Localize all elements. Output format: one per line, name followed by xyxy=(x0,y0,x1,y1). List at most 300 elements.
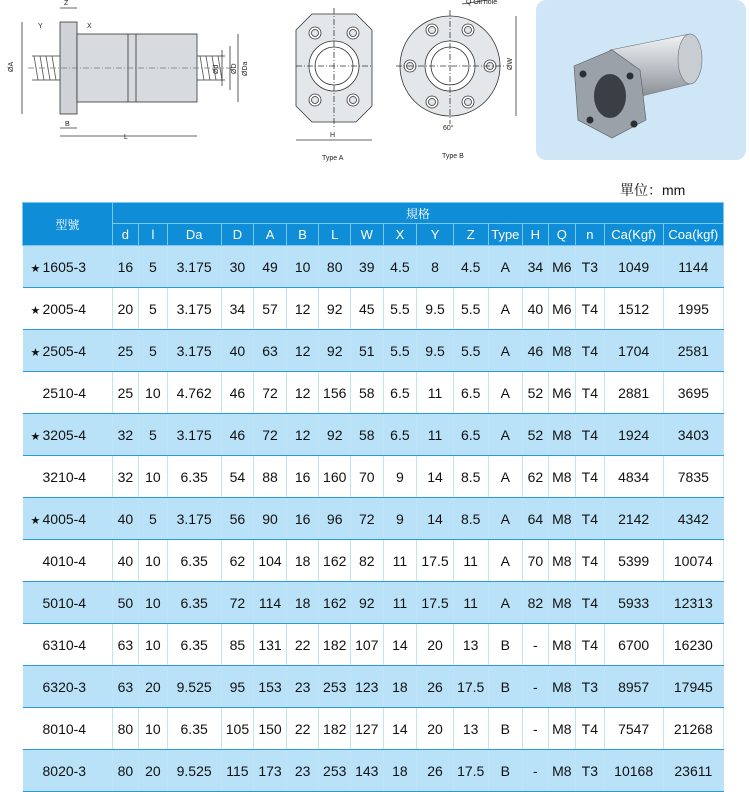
table-cell: 72 xyxy=(254,372,287,414)
table-cell: A xyxy=(488,456,523,498)
table-cell: 88 xyxy=(254,456,287,498)
table-cell: 92 xyxy=(319,330,351,372)
table-cell: M8 xyxy=(548,750,576,792)
table-cell: 40 xyxy=(112,498,138,540)
model-number: 3205-4 xyxy=(42,426,87,443)
table-cell: M8 xyxy=(548,414,576,456)
dim-label-x: X xyxy=(87,23,92,30)
model-number: 4005-4 xyxy=(42,510,87,527)
table-cell: T3 xyxy=(576,246,605,288)
table-cell: 10074 xyxy=(663,540,723,582)
table-cell: 13 xyxy=(453,624,488,666)
column-header: Type xyxy=(488,224,523,246)
table-cell: T4 xyxy=(576,540,605,582)
technical-drawing xyxy=(0,0,750,175)
table-cell: 17.5 xyxy=(453,666,488,708)
table-cell: 51 xyxy=(351,330,384,372)
column-header: W xyxy=(351,224,384,246)
table-cell: 90 xyxy=(254,498,287,540)
type-b-flange xyxy=(396,0,516,124)
table-cell: T4 xyxy=(576,414,605,456)
model-number: 4010-4 xyxy=(42,552,87,569)
table-cell: 23 xyxy=(286,666,319,708)
table-cell: T3 xyxy=(576,750,605,792)
table-cell: 2881 xyxy=(604,372,663,414)
table-cell: 12 xyxy=(286,288,319,330)
table-cell: 16230 xyxy=(663,624,723,666)
model-cell xyxy=(23,246,113,288)
table-row xyxy=(23,498,724,540)
table-cell: 80 xyxy=(319,246,351,288)
table-cell: A xyxy=(488,372,523,414)
unit-label: 單位：mm xyxy=(620,182,686,198)
table-cell: 5 xyxy=(139,414,168,456)
table-cell: A xyxy=(488,330,523,372)
table-cell: 105 xyxy=(221,708,254,750)
table-cell: 25 xyxy=(112,372,138,414)
table-cell: 5.5 xyxy=(383,288,417,330)
table-cell: 5.5 xyxy=(453,330,488,372)
table-cell: 153 xyxy=(254,666,287,708)
table-cell: 10 xyxy=(286,246,319,288)
table-row xyxy=(23,750,724,792)
column-header: Ca(Kgf) xyxy=(604,224,663,246)
table-cell: 46 xyxy=(221,414,254,456)
dim-label-angle: 60° xyxy=(443,125,454,132)
table-cell: 49 xyxy=(254,246,287,288)
table-cell: 45 xyxy=(351,288,384,330)
model-cell xyxy=(23,498,113,540)
table-cell: - xyxy=(523,750,548,792)
dim-label-da: ØDa xyxy=(242,61,249,76)
table-cell: 20 xyxy=(112,288,138,330)
model-cell xyxy=(23,540,113,582)
dim-label-d: Ød xyxy=(213,64,220,74)
table-cell: 40 xyxy=(221,330,254,372)
column-header: A xyxy=(254,224,287,246)
table-cell: 12 xyxy=(286,330,319,372)
table-cell: 17.5 xyxy=(417,582,454,624)
table-cell: 114 xyxy=(254,582,287,624)
table-cell: B xyxy=(488,624,523,666)
table-cell: 7835 xyxy=(663,456,723,498)
table-cell: M6 xyxy=(548,372,576,414)
table-cell: M8 xyxy=(548,708,576,750)
spec-header: 規格 xyxy=(112,203,723,224)
table-cell: 62 xyxy=(523,456,548,498)
table-cell: M8 xyxy=(548,330,576,372)
model-number: 8010-4 xyxy=(42,720,87,737)
model-number: 2005-4 xyxy=(42,300,87,317)
table-cell: 8 xyxy=(417,246,454,288)
table-cell: 131 xyxy=(254,624,287,666)
table-cell: 9.5 xyxy=(417,288,454,330)
table-cell: 70 xyxy=(351,456,384,498)
column-header: l xyxy=(139,224,168,246)
table-cell: 2142 xyxy=(604,498,663,540)
table-cell: 104 xyxy=(254,540,287,582)
table-cell: 3.175 xyxy=(167,288,221,330)
table-cell: 9.525 xyxy=(167,750,221,792)
table-cell: 11 xyxy=(417,414,454,456)
table-cell: 20 xyxy=(139,750,168,792)
column-header: H xyxy=(523,224,548,246)
column-header: n xyxy=(576,224,605,246)
table-body xyxy=(23,246,724,792)
table-cell: A xyxy=(488,246,523,288)
dim-label-h: H xyxy=(330,132,336,139)
table-row xyxy=(23,246,724,288)
table-cell: 82 xyxy=(523,582,548,624)
table-cell: 10 xyxy=(139,372,168,414)
table-cell: 11 xyxy=(453,582,488,624)
table-cell: 1512 xyxy=(604,288,663,330)
table-cell: T4 xyxy=(576,372,605,414)
table-cell: 5.5 xyxy=(383,330,417,372)
table-cell: 21268 xyxy=(663,708,723,750)
table-cell: 173 xyxy=(254,750,287,792)
table-cell: 10 xyxy=(139,708,168,750)
table-cell: 253 xyxy=(319,750,351,792)
table-cell: 107 xyxy=(351,624,384,666)
table-cell: 2581 xyxy=(663,330,723,372)
table-cell: 72 xyxy=(254,414,287,456)
table-cell: 3695 xyxy=(663,372,723,414)
table-cell: 12313 xyxy=(663,582,723,624)
table-cell: T4 xyxy=(576,288,605,330)
star-icon: ★ xyxy=(30,262,41,275)
dim-label-q: Q Oil hole xyxy=(466,0,498,6)
table-cell: B xyxy=(488,708,523,750)
table-cell: 127 xyxy=(351,708,384,750)
table-cell: 3.175 xyxy=(167,414,221,456)
table-cell: 5 xyxy=(139,330,168,372)
table-cell: 160 xyxy=(319,456,351,498)
table-cell: 11 xyxy=(383,540,417,582)
table-cell: 40 xyxy=(523,288,548,330)
model-cell xyxy=(23,750,113,792)
table-cell: 150 xyxy=(254,708,287,750)
dim-label-y: Y xyxy=(38,23,43,30)
model-cell xyxy=(23,666,113,708)
table-cell: 4.762 xyxy=(167,372,221,414)
table-cell: - xyxy=(523,624,548,666)
model-cell xyxy=(23,288,113,330)
table-cell: 17.5 xyxy=(417,540,454,582)
table-cell: 26 xyxy=(417,750,454,792)
table-row xyxy=(23,540,724,582)
table-cell: 162 xyxy=(319,582,351,624)
table-cell: M8 xyxy=(548,624,576,666)
table-cell: 5 xyxy=(139,246,168,288)
table-cell: 57 xyxy=(254,288,287,330)
table-cell: 82 xyxy=(351,540,384,582)
column-header: D xyxy=(221,224,254,246)
table-cell: 5399 xyxy=(604,540,663,582)
table-cell: 20 xyxy=(417,624,454,666)
star-icon: ★ xyxy=(30,430,41,443)
model-number: 3210-4 xyxy=(42,468,87,485)
table-cell: T4 xyxy=(576,582,605,624)
table-cell: 34 xyxy=(523,246,548,288)
column-header: X xyxy=(383,224,417,246)
table-cell: 96 xyxy=(319,498,351,540)
column-header: Coa(kgf) xyxy=(663,224,723,246)
table-cell: 64 xyxy=(523,498,548,540)
table-cell: 14 xyxy=(417,498,454,540)
table-cell: 70 xyxy=(523,540,548,582)
table-cell: 26 xyxy=(417,666,454,708)
column-header: L xyxy=(319,224,351,246)
table-cell: 18 xyxy=(383,666,417,708)
table-row xyxy=(23,372,724,414)
table-cell: A xyxy=(488,540,523,582)
table-cell: 62 xyxy=(221,540,254,582)
table-cell: 5 xyxy=(139,288,168,330)
table-cell: 17.5 xyxy=(453,750,488,792)
table-cell: 16 xyxy=(286,456,319,498)
table-cell: 17945 xyxy=(663,666,723,708)
table-cell: 7547 xyxy=(604,708,663,750)
table-cell: 143 xyxy=(351,750,384,792)
table-cell: M6 xyxy=(548,288,576,330)
table-cell: 11 xyxy=(417,372,454,414)
side-view xyxy=(22,8,238,136)
table-cell: 1704 xyxy=(604,330,663,372)
table-cell: 25 xyxy=(112,330,138,372)
table-cell: 20 xyxy=(139,666,168,708)
table-cell: T4 xyxy=(576,624,605,666)
table-cell: 22 xyxy=(286,624,319,666)
model-cell xyxy=(23,414,113,456)
table-cell: 9.5 xyxy=(417,330,454,372)
table-cell: 253 xyxy=(319,666,351,708)
table-cell: 6.35 xyxy=(167,582,221,624)
type-a-flange xyxy=(296,8,372,140)
table-cell: M6 xyxy=(548,246,576,288)
table-cell: 162 xyxy=(319,540,351,582)
model-cell xyxy=(23,330,113,372)
table-row xyxy=(23,288,724,330)
model-number: 6320-3 xyxy=(42,678,87,695)
table-cell: 80 xyxy=(112,708,138,750)
table-cell: 6.35 xyxy=(167,456,221,498)
column-header: Da xyxy=(167,224,221,246)
table-cell: 182 xyxy=(319,624,351,666)
table-cell: 6.5 xyxy=(383,372,417,414)
table-cell: 32 xyxy=(112,414,138,456)
table-cell: 18 xyxy=(286,582,319,624)
table-cell: 23611 xyxy=(663,750,723,792)
table-cell: 80 xyxy=(112,750,138,792)
table-cell: 14 xyxy=(383,708,417,750)
model-cell xyxy=(23,582,113,624)
table-cell: 156 xyxy=(319,372,351,414)
model-number: 1605-3 xyxy=(42,258,87,275)
table-cell: 72 xyxy=(221,582,254,624)
column-header: Q xyxy=(548,224,576,246)
table-cell: 14 xyxy=(383,624,417,666)
table-cell: T4 xyxy=(576,498,605,540)
dim-label-d2: ØD xyxy=(231,63,238,74)
table-cell: 40 xyxy=(112,540,138,582)
table-cell: 10168 xyxy=(604,750,663,792)
table-cell: 115 xyxy=(221,750,254,792)
column-header: d xyxy=(112,224,138,246)
table-cell: 6.35 xyxy=(167,708,221,750)
table-cell: 92 xyxy=(351,582,384,624)
table-cell: 46 xyxy=(523,330,548,372)
table-cell: 1995 xyxy=(663,288,723,330)
table-cell: M8 xyxy=(548,666,576,708)
dim-label-z: Z xyxy=(64,0,69,7)
table-cell: 8.5 xyxy=(453,498,488,540)
model-cell xyxy=(23,456,113,498)
table-cell: 3.175 xyxy=(167,498,221,540)
column-header: Y xyxy=(417,224,454,246)
dim-label-a: ØA xyxy=(8,61,15,72)
table-cell: 39 xyxy=(351,246,384,288)
table-cell: M8 xyxy=(548,582,576,624)
table-cell: 9 xyxy=(383,498,417,540)
model-number: 6310-4 xyxy=(42,636,87,653)
table-cell: 6700 xyxy=(604,624,663,666)
dim-label-l: L xyxy=(124,134,128,141)
table-cell: - xyxy=(523,666,548,708)
table-cell: 4342 xyxy=(663,498,723,540)
table-cell: T4 xyxy=(576,330,605,372)
table-cell: 63 xyxy=(112,624,138,666)
type-a-caption: Type A xyxy=(322,155,344,162)
table-row xyxy=(23,414,724,456)
model-number: 8020-3 xyxy=(42,762,87,779)
table-cell: 5.5 xyxy=(453,288,488,330)
dim-label-w: ØW xyxy=(507,57,514,70)
dim-label-b: B xyxy=(65,121,70,128)
table-cell: 11 xyxy=(453,540,488,582)
table-cell: 3403 xyxy=(663,414,723,456)
table-cell: A xyxy=(488,582,523,624)
table-cell: 3.175 xyxy=(167,330,221,372)
table-cell: 92 xyxy=(319,288,351,330)
table-cell: M8 xyxy=(548,498,576,540)
table-cell: 8957 xyxy=(604,666,663,708)
table-cell: 46 xyxy=(221,372,254,414)
table-cell: 22 xyxy=(286,708,319,750)
table-row xyxy=(23,624,724,666)
table-cell: T3 xyxy=(576,666,605,708)
table-cell: 1144 xyxy=(663,246,723,288)
table-cell: 32 xyxy=(112,456,138,498)
table-cell: 4.5 xyxy=(453,246,488,288)
table-cell: 6.35 xyxy=(167,624,221,666)
table-cell: 10 xyxy=(139,582,168,624)
column-header-row xyxy=(23,224,724,246)
table-cell: 4834 xyxy=(604,456,663,498)
table-cell: 123 xyxy=(351,666,384,708)
table-cell: 63 xyxy=(112,666,138,708)
table-cell: 182 xyxy=(319,708,351,750)
spec-table xyxy=(22,202,724,792)
table-cell: 85 xyxy=(221,624,254,666)
table-cell: B xyxy=(488,666,523,708)
model-header: 型號 xyxy=(23,203,113,246)
table-cell: 18 xyxy=(286,540,319,582)
product-photo xyxy=(536,0,746,160)
table-cell: 58 xyxy=(351,414,384,456)
table-cell: 72 xyxy=(351,498,384,540)
table-cell: A xyxy=(488,414,523,456)
table-row xyxy=(23,330,724,372)
table-cell: - xyxy=(523,708,548,750)
table-cell: 9.525 xyxy=(167,666,221,708)
table-cell: 11 xyxy=(383,582,417,624)
table-cell: 52 xyxy=(523,414,548,456)
table-cell: 6.35 xyxy=(167,540,221,582)
table-cell: 5 xyxy=(139,498,168,540)
table-cell: 50 xyxy=(112,582,138,624)
table-cell: 5933 xyxy=(604,582,663,624)
table-cell: 23 xyxy=(286,750,319,792)
table-cell: 10 xyxy=(139,624,168,666)
table-cell: 10 xyxy=(139,540,168,582)
table-cell: 34 xyxy=(221,288,254,330)
table-cell: 54 xyxy=(221,456,254,498)
table-cell: 18 xyxy=(383,750,417,792)
table-cell: T4 xyxy=(576,456,605,498)
star-icon: ★ xyxy=(30,304,41,317)
table-cell: 63 xyxy=(254,330,287,372)
table-cell: 16 xyxy=(112,246,138,288)
table-cell: 6.5 xyxy=(383,414,417,456)
table-cell: 6.5 xyxy=(453,414,488,456)
column-header: Z xyxy=(453,224,488,246)
table-cell: 10 xyxy=(139,456,168,498)
table-row xyxy=(23,456,724,498)
table-cell: 12 xyxy=(286,414,319,456)
table-cell: 1049 xyxy=(604,246,663,288)
table-cell: 30 xyxy=(221,246,254,288)
model-number: 2505-4 xyxy=(42,342,87,359)
table-cell: T4 xyxy=(576,708,605,750)
type-b-caption: Type B xyxy=(442,153,464,160)
model-number: 5010-4 xyxy=(42,594,87,611)
star-icon: ★ xyxy=(30,346,41,359)
table-cell: M8 xyxy=(548,540,576,582)
star-icon: ★ xyxy=(30,514,41,527)
model-number: 2510-4 xyxy=(42,384,87,401)
model-cell xyxy=(23,624,113,666)
table-cell: 1924 xyxy=(604,414,663,456)
table-cell: B xyxy=(488,750,523,792)
table-cell: 6.5 xyxy=(453,372,488,414)
table-cell: 92 xyxy=(319,414,351,456)
table-row xyxy=(23,582,724,624)
table-cell: A xyxy=(488,498,523,540)
table-cell: 16 xyxy=(286,498,319,540)
model-cell xyxy=(23,372,113,414)
table-cell: 95 xyxy=(221,666,254,708)
table-cell: A xyxy=(488,288,523,330)
table-cell: M8 xyxy=(548,456,576,498)
table-cell: 14 xyxy=(417,456,454,498)
table-cell: 56 xyxy=(221,498,254,540)
table-cell: 8.5 xyxy=(453,456,488,498)
table-cell: 20 xyxy=(417,708,454,750)
table-row xyxy=(23,666,724,708)
table-cell: 58 xyxy=(351,372,384,414)
table-cell: 3.175 xyxy=(167,246,221,288)
